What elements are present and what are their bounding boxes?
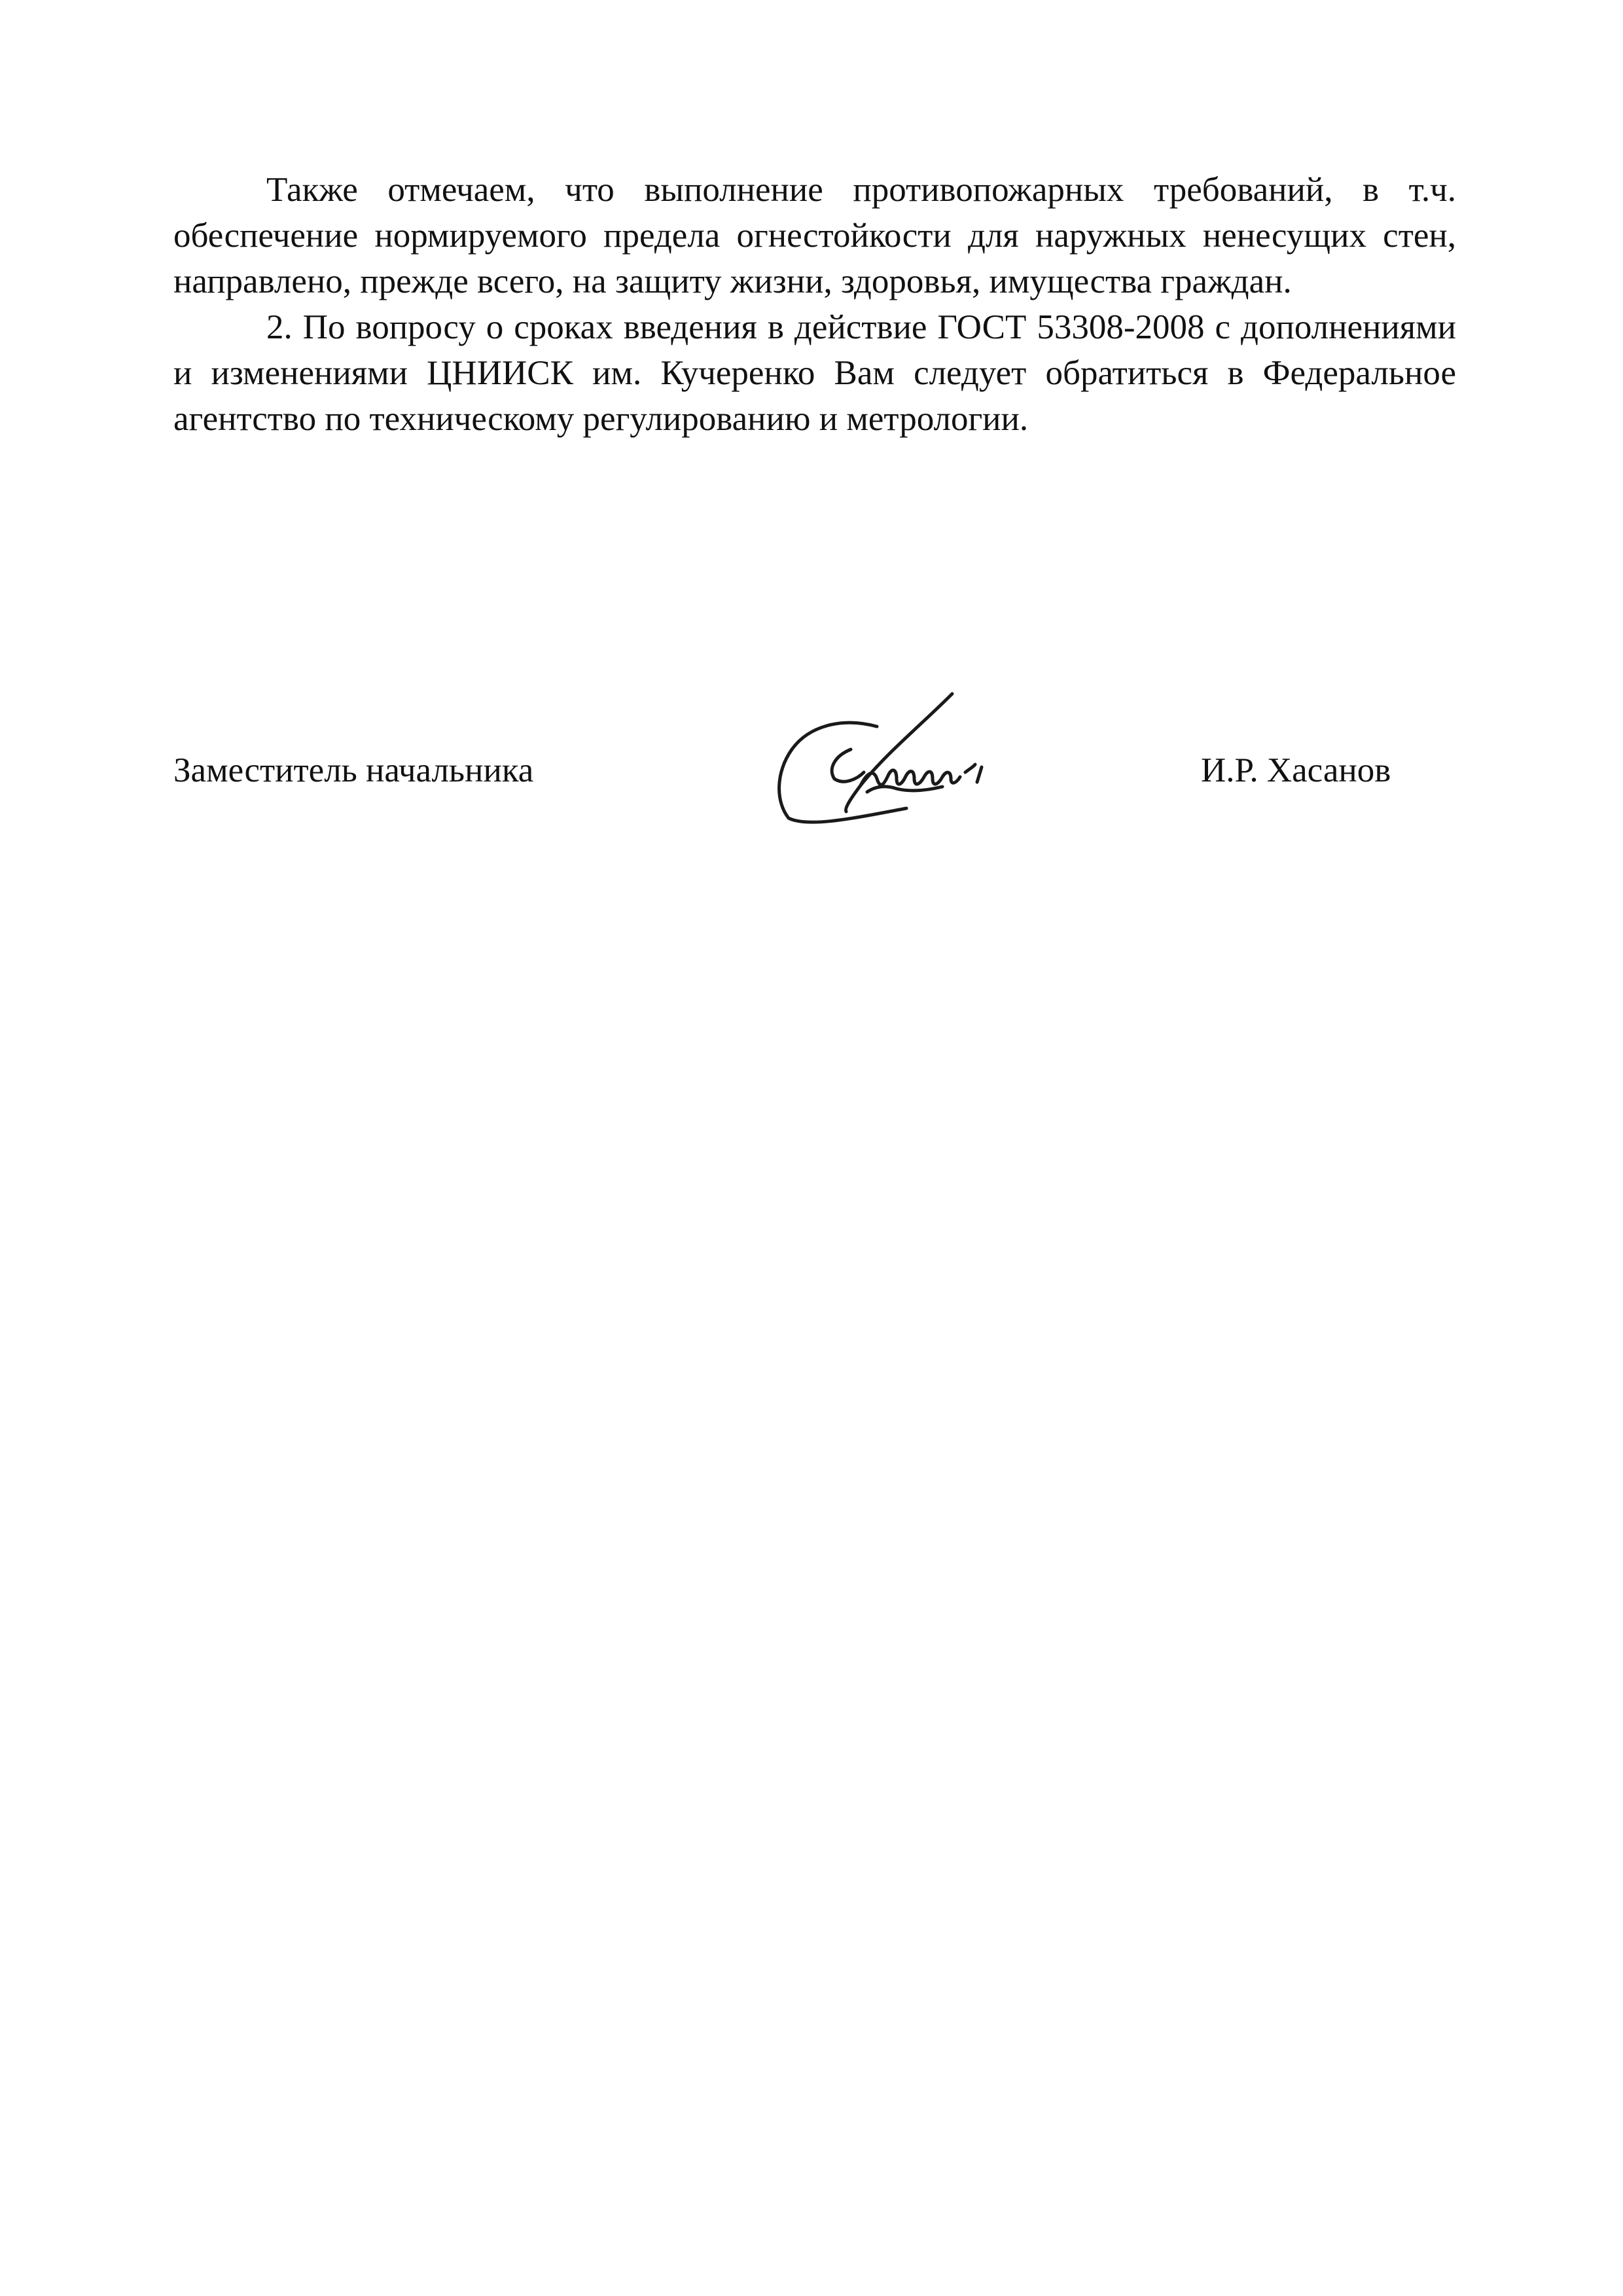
handwritten-signature bbox=[736, 687, 1044, 831]
position-title: Заместитель начальника bbox=[173, 751, 534, 789]
signature-block bbox=[173, 687, 1456, 831]
signer-name: И.Р. Хасанов bbox=[1201, 751, 1391, 789]
paragraph-gost-deadlines: 2. По вопросу о сроках введения в действие ГОСТ 53308-2008 с дополнениями и изменениями ЦНИИСК им. Кучеренко Вам следует обратиться в Федеральное агентство по техническому регулированию и метрологии. bbox=[173, 308, 1456, 438]
paragraph-fire-safety: Также отмечаем, что выполнение противопожарных требований, в т.ч. обеспечение нормируемого предела огнестойкости для наружных ненесущих стен, направлено, прежде всего, на защиту жизни, здоровья, имущества граждан. bbox=[173, 171, 1456, 300]
letter-body bbox=[173, 167, 1456, 442]
